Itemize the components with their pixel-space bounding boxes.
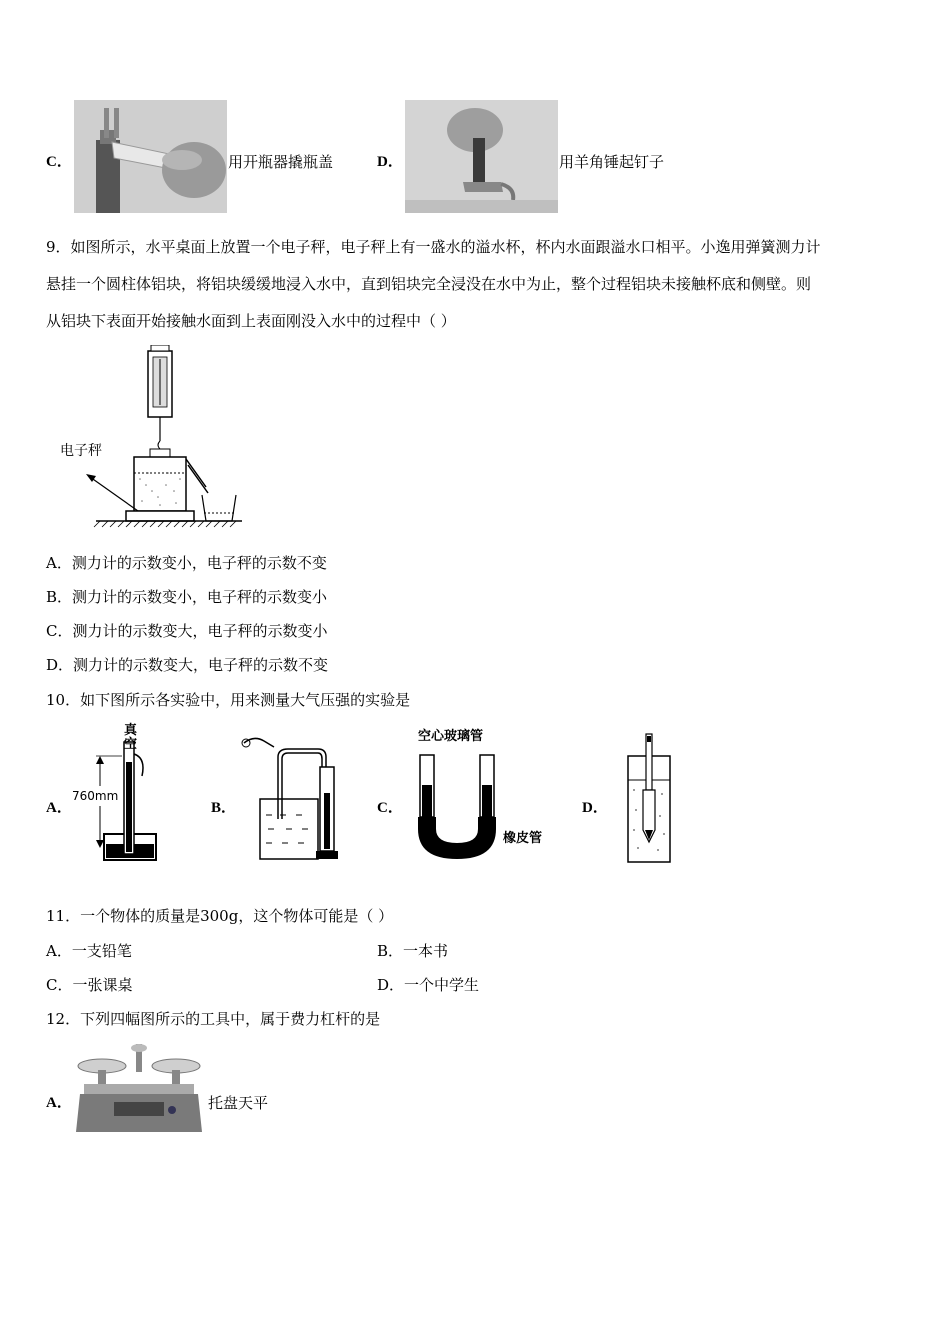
q10-label-b: B． bbox=[211, 800, 237, 816]
q12-option-a-caption: 托盘天平 bbox=[208, 1094, 269, 1112]
q10-figure-d-densimeter bbox=[624, 730, 674, 866]
q10-stem: 10．如下图所示各实验中，用来测量大气压强的实验是 bbox=[46, 691, 411, 709]
q10-figc-top-label: 空心玻璃管 bbox=[418, 729, 484, 744]
q10-label-a: A． bbox=[46, 800, 72, 816]
q9-option-d: D．测力计的示数变大，电子秤的示数不变 bbox=[46, 656, 329, 674]
q12-stem: 12．下列四幅图所示的工具中，属于费力杠杆的是 bbox=[46, 1010, 381, 1028]
q8-option-c-caption: 用开瓶器撬瓶盖 bbox=[228, 153, 334, 171]
q8-option-c-label: C． bbox=[46, 154, 72, 170]
q10-figure-c-u-tube bbox=[410, 745, 502, 867]
q10-label-d: D． bbox=[582, 800, 608, 816]
q9-option-a: A．测力计的示数变小，电子秤的示数不变 bbox=[46, 554, 327, 572]
q9-figure-electronic-scale bbox=[56, 345, 246, 530]
tray-balance-photo bbox=[74, 1042, 204, 1138]
q9-stem-line-1: 9．如图所示，水平桌面上放置一个电子秤，电子秤上有一盛水的溢水杯，杯内水面跟溢水口相平。小逸用弹簧测力计 bbox=[46, 238, 821, 256]
q10-figure-b-siphon bbox=[238, 733, 350, 863]
q9-option-c: C．测力计的示数变大，电子秤的示数变小 bbox=[46, 622, 328, 640]
q9-stem-line-2: 悬挂一个圆柱体铝块，将铝块缓缓地浸入水中，直到铝块完全浸没在水中为止，整个过程铝块未接触杯底和侧壁。则 bbox=[46, 275, 812, 293]
q11-stem: 11．一个物体的质量是300g，这个物体可能是（ ） bbox=[46, 907, 394, 925]
q10-figa-height-label: 760mm bbox=[72, 786, 118, 806]
q9-figure-label-scale: 电子秤 bbox=[60, 443, 102, 459]
q10-label-c: C． bbox=[377, 800, 403, 816]
q9-stem-line-3: 从铝块下表面开始接触水面到上表面刚没入水中的过程中（ ） bbox=[46, 312, 456, 330]
q10-figc-bottom-label: 橡皮管 bbox=[503, 831, 543, 846]
q8-option-d-label: D． bbox=[377, 154, 403, 170]
q11-option-c: C．一张课桌 bbox=[46, 976, 133, 994]
q9-option-b: B．测力计的示数变小，电子秤的示数变小 bbox=[46, 588, 328, 606]
q11-option-d: D．一个中学生 bbox=[377, 976, 480, 994]
q12-option-a-label: A． bbox=[46, 1095, 72, 1111]
q8-option-d-caption: 用羊角锤起钉子 bbox=[559, 153, 665, 171]
q10-figa-vacuum-label: 真空 bbox=[124, 723, 138, 752]
q11-option-b: B．一本书 bbox=[377, 942, 449, 960]
bottle-opener-photo bbox=[74, 100, 227, 213]
claw-hammer-photo bbox=[405, 100, 558, 213]
q11-option-a: A．一支铅笔 bbox=[46, 942, 132, 960]
